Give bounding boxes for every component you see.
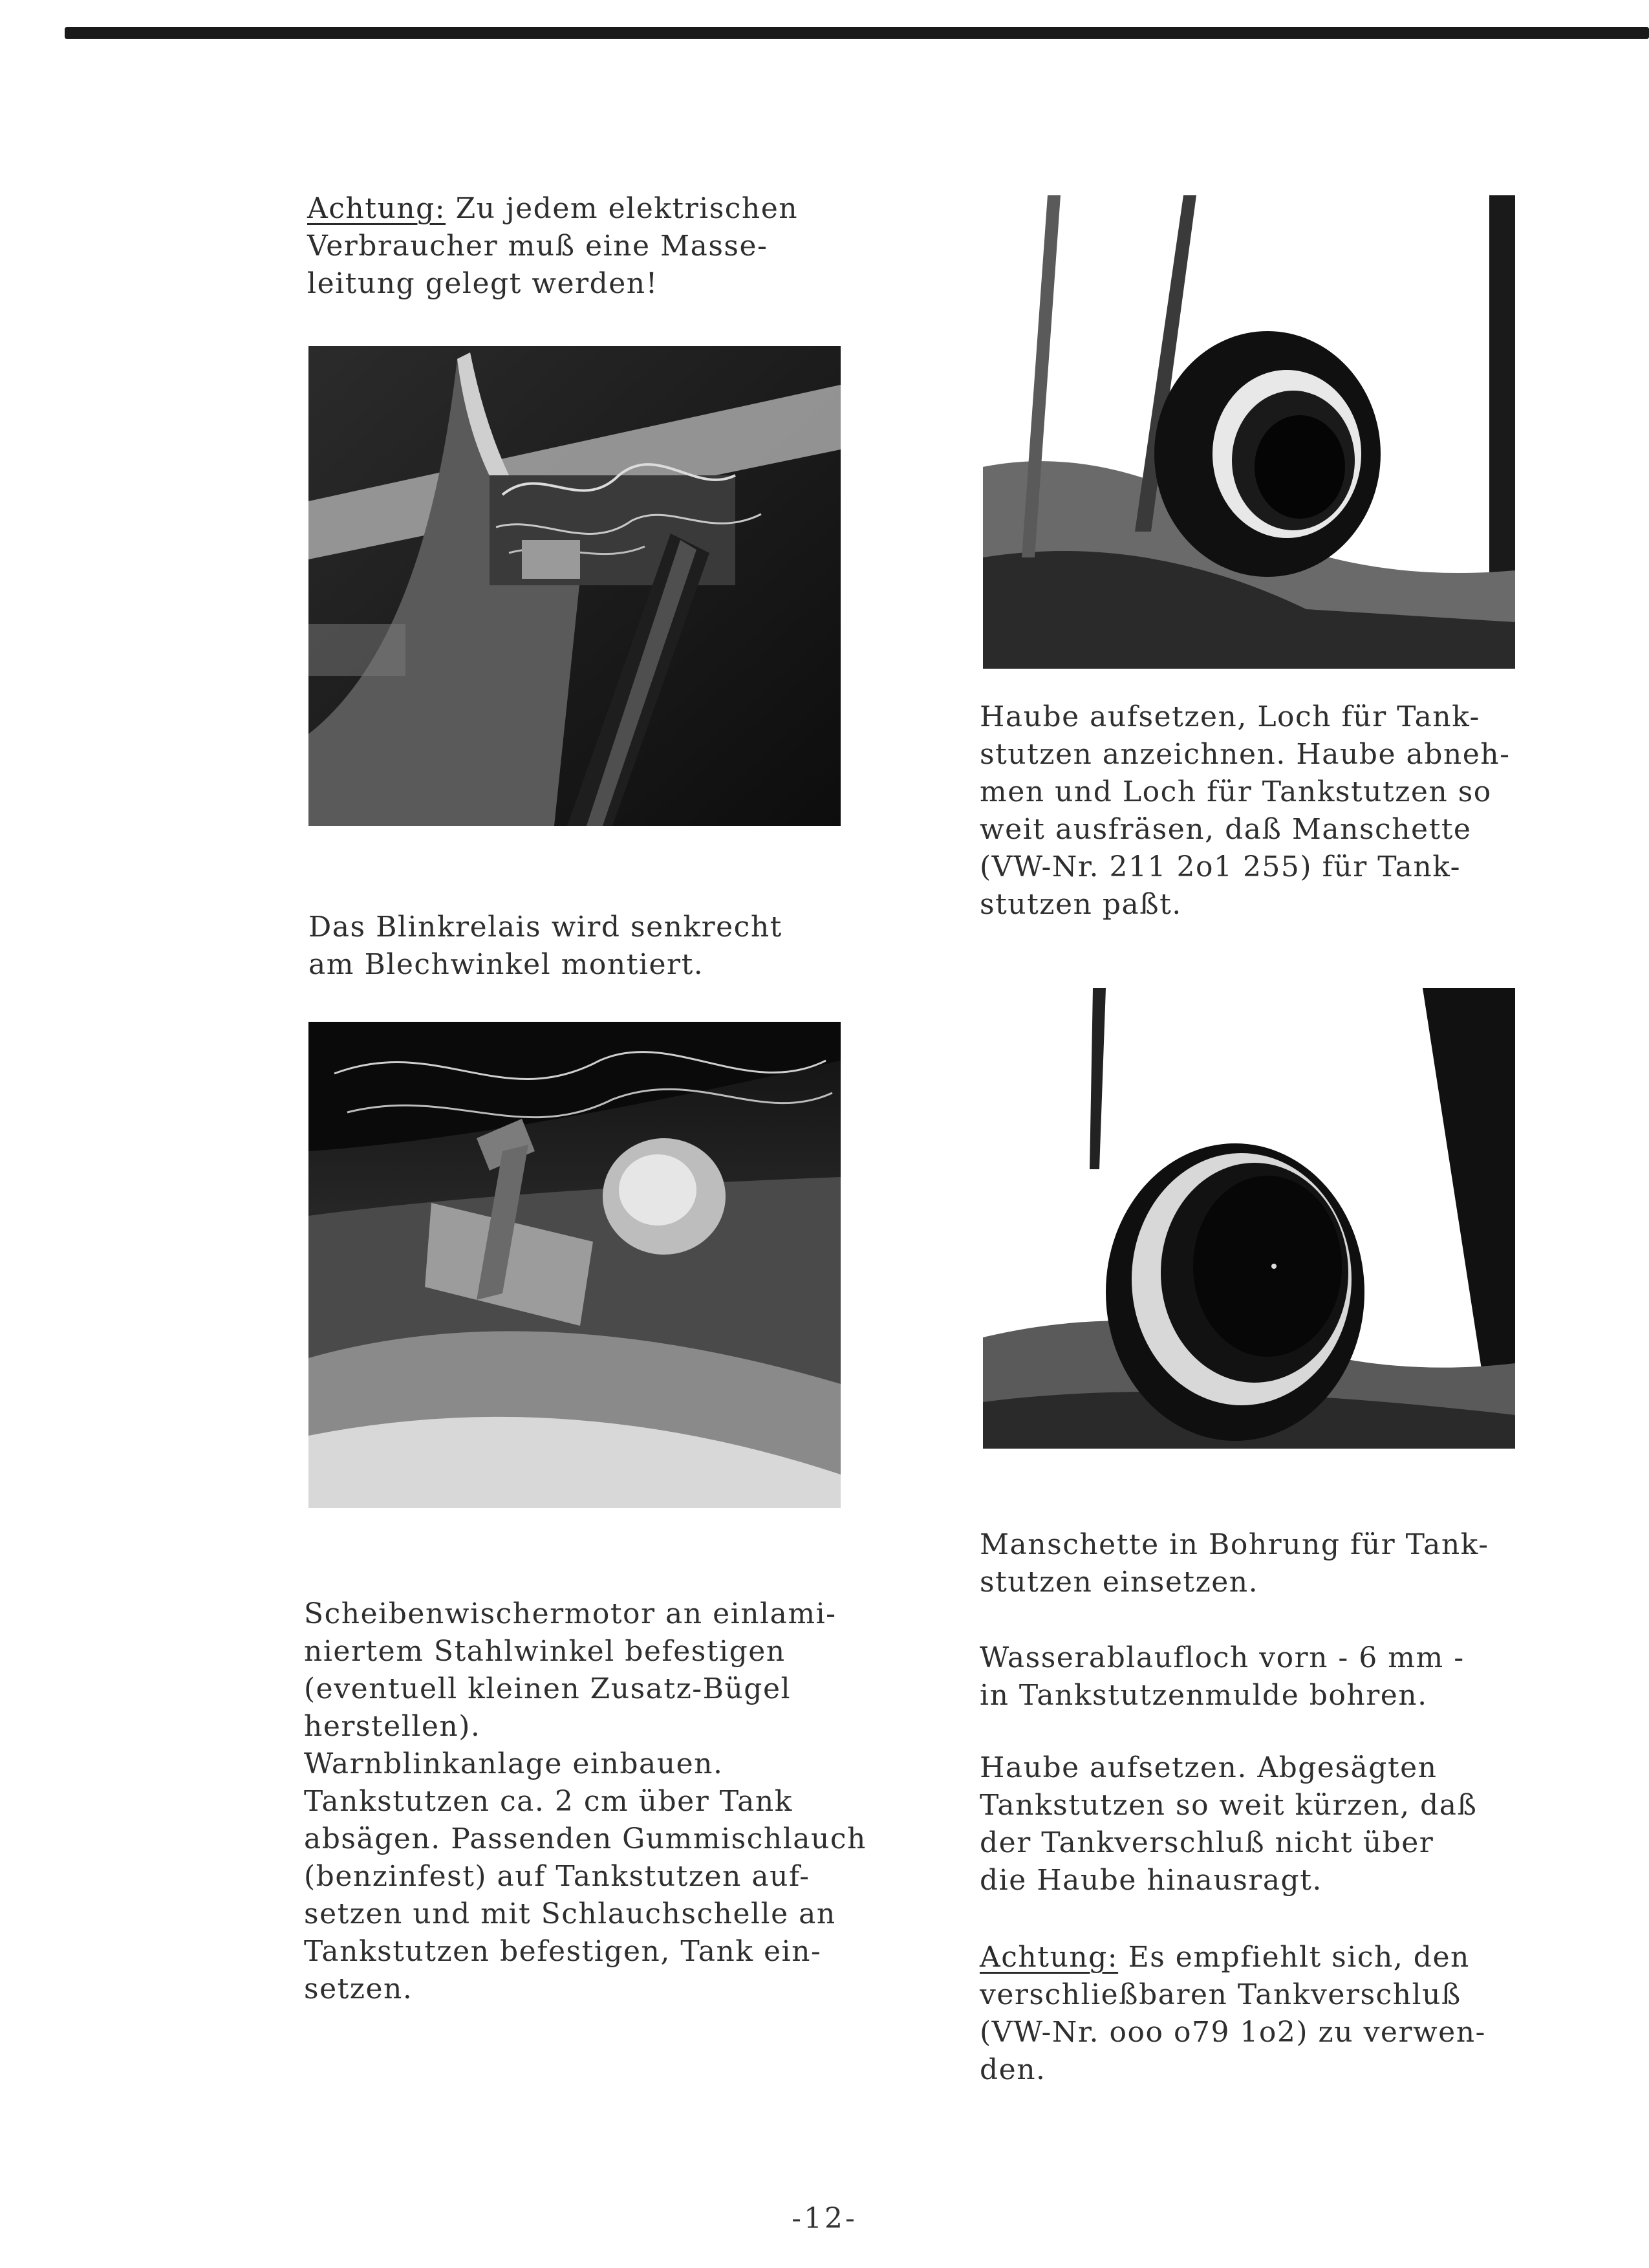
caption-sleeve: Manschette in Bohrung für Tank- stutzen einsetzen. (980, 1528, 1489, 1599)
page-number: -12- (792, 2202, 857, 2235)
photo-relay-wiring (308, 346, 841, 826)
photo-tank-filler-sleeve (983, 988, 1515, 1449)
caption-drain: Wasserablaufloch vorn - 6 mm - in Tankstutzenmulde bohren. (980, 1641, 1465, 1712)
caption-relay: Das Blinkrelais wird senkrecht am Blechwinkel montiert. (308, 911, 782, 981)
caption-wiper: Scheibenwischermotor an einlami- niertem Stahlwinkel befestigen (eventuell kleinen Zusatz-Bügel herstellen). Warnblinkanlage einbauen. Tankstutzen ca. 2 cm über Tank absägen. Passenden Gummischlauch (benzinfest) auf Tankstutzen auf- setzen und mit Schlauchschelle an Tankstutzen befestigen, Tank ein- setzen. (304, 1597, 867, 2005)
top-rule (65, 27, 1649, 39)
warning-bottom (980, 1939, 1562, 2089)
caption-cut: Haube aufsetzen. Abgesägten Tankstutzen so weit kürzen, daß der Tankverschluß nicht über die Haube hinausragt. (980, 1751, 1478, 1897)
photo-tank-filler-hood (983, 195, 1515, 669)
photo-wiper-motor (308, 1022, 841, 1508)
warning-bottom-label: Achtung: (980, 1941, 1119, 1974)
caption-hood: Haube aufsetzen, Loch für Tank- stutzen anzeichnen. Haube abneh- men und Loch für Tankstutzen so weit ausfräsen, daß Manschette (VW-Nr. 211 2o1 255) für Tank- stutzen paßt. (980, 700, 1511, 921)
warning-top (307, 190, 889, 303)
warning-top-text: Zu jedem elektrischen Verbraucher muß eine Masse- leitung gelegt werden! (307, 192, 799, 300)
warning-top-label: Achtung: (307, 192, 446, 225)
warning-bottom-text: Es empfiehlt sich, den verschließbaren Tankverschluß (VW-Nr. ooo o79 1o2) zu verwen- den. (980, 1941, 1486, 2086)
